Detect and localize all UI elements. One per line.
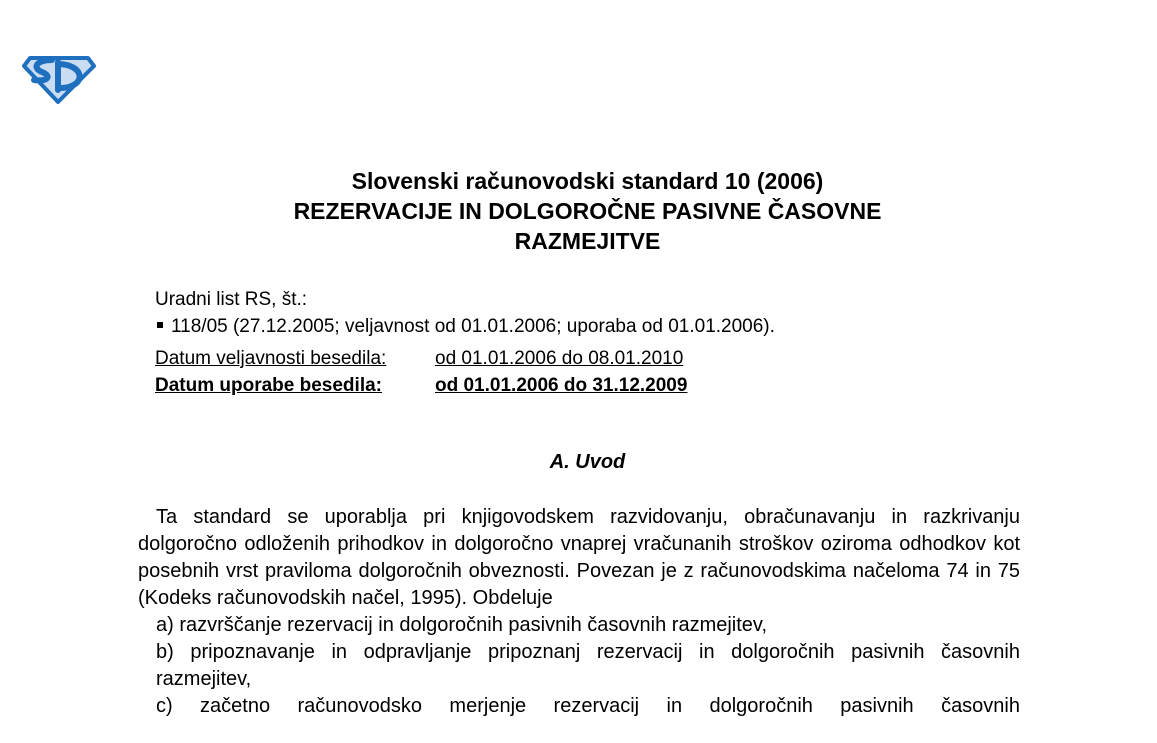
validity-value: od 01.01.2006 do 08.01.2010 <box>435 348 684 369</box>
use-row <box>155 372 687 399</box>
title-line-3: RAZMEJITVE <box>514 228 661 254</box>
section-heading: A. Uvod <box>549 451 626 473</box>
validity-row <box>155 345 687 372</box>
list-item: a) razvrščanje rezervacij in dolgoročnih pasivnih časovnih razmejitev, <box>156 614 768 636</box>
title-line-1: Slovenski računovodski standard 10 (2006) <box>351 168 824 194</box>
use-label: Datum uporabe besedila: <box>155 375 382 396</box>
document-title <box>0 166 1157 256</box>
validity-dates <box>155 345 687 399</box>
list-item: b) pripoznavanje in odpravljanje pripoznanj rezervacij in dolgoročnih pasivnih časovnih razmejitev, <box>156 641 1020 690</box>
source-entry <box>155 313 775 340</box>
body-text <box>138 504 1020 720</box>
use-value: od 01.01.2006 do 31.12.2009 <box>435 375 688 396</box>
source-label: Uradni list RS, št.: <box>155 289 308 310</box>
publication-info <box>155 286 775 340</box>
logo <box>22 50 96 104</box>
intro-paragraph: Ta standard se uporablja pri knjigovodskem razvidovanju, obračunavanju in razkrivanju dolgoročno odloženih prihodkov in dolgoročno vnaprej vračunanih stroškov oziroma odhodkov kot posebnih vrst praviloma dolgoročnih obveznosti. Povezan je z računovodskima načeloma 74 in 75 (Kodeks računovodskih načel, 1995). Obdeluje <box>138 506 1020 609</box>
source-entry-text: 118/05 (27.12.2005; veljavnost od 01.01.2006; uporaba od 01.01.2006). <box>171 316 775 337</box>
validity-label: Datum veljavnosti besedila: <box>155 348 387 369</box>
shield-logo-icon <box>22 50 96 104</box>
title-line-2: REZERVACIJE IN DOLGOROČNE PASIVNE ČASOVNE <box>293 198 882 224</box>
list-item: c) začetno računovodsko merjenje rezervacij in dolgoročnih pasivnih časovnih <box>156 695 1020 717</box>
bullet-icon <box>157 322 163 328</box>
